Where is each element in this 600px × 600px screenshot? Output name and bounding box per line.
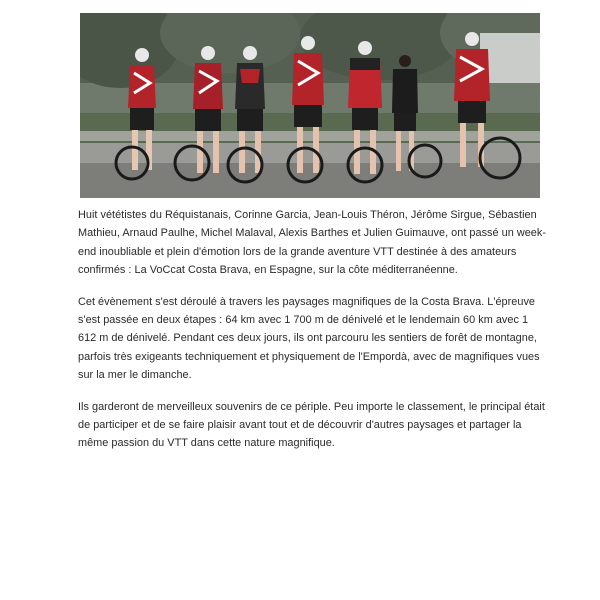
paragraph-conclusion: Ils garderont de merveilleux souvenirs de ce périple. Peu importe le classement, le principal était de participer et de se faire plaisir avant tout et de découvrir d'autres paysages et partager la même passion du VTT dans cette nature magnifique.	[78, 400, 545, 450]
paragraph-intro: Huit vététistes du Réquistanais, Corinne Garcia, Jean-Louis Théron, Jérôme Sirgue, Sébastien Mathieu, Arnaud Paulhe, Michel Malaval, Alexis Barthes et Julien Guimauve, ont passé un week-end inoubliable et plein d'émotion lors de la grande aventure VTT destinée à des amateurs confirmés : La VoCcat Costa Brava, en Espagne, sur la côte méditerranéenne.	[78, 209, 546, 277]
paragraph-event: Cet évènement s'est déroulé à travers les paysages magnifiques de la Costa Brava. L'épreuve s'est passée en deux étapes : 64 km avec 1 700 m de dénivelé et le lendemain 60 km avec 1 612 m de dénivelé. Pendant ces deux jours, ils ont parcouru les sentiers de forêt de montagne, parfois très exigeants techniquement et physiquement de l'Empordà, avec de magnifiques vues sur la mer le dimanche.	[78, 295, 540, 382]
article-body	[78, 206, 548, 466]
group-photo-cyclists	[80, 13, 540, 198]
cyclists-photo-illustration	[80, 13, 540, 198]
